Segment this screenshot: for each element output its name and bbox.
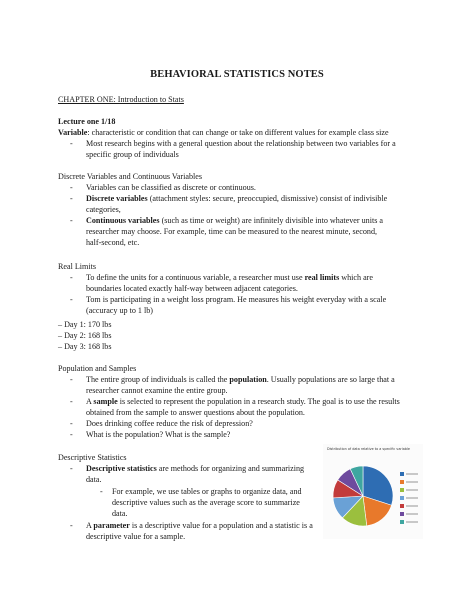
bullet-dash: - bbox=[70, 273, 73, 282]
parameter-text-pre: A bbox=[86, 521, 94, 530]
legend-swatch bbox=[400, 480, 404, 484]
real-limits-term: real limits bbox=[304, 273, 340, 282]
day-3-weight: – Day 3: 168 lbs bbox=[58, 342, 112, 351]
discrete-continuous-heading: Discrete Variables and Continuous Variables bbox=[58, 172, 203, 181]
pie-slices bbox=[333, 466, 393, 526]
bullet-dash: - bbox=[70, 521, 73, 530]
coffee-question-line: Does drinking coffee reduce the risk of depression? bbox=[86, 419, 253, 428]
example-line3: data. bbox=[112, 509, 128, 518]
bullet-dash: - bbox=[70, 397, 73, 406]
legend-swatch bbox=[400, 496, 404, 500]
parameter-line2: descriptive value for a sample. bbox=[86, 532, 186, 541]
discrete-variables-line2: categories, bbox=[86, 205, 121, 214]
real-limits-line2: boundaries located exactly half-way between adjacent categories. bbox=[86, 284, 298, 293]
parameter-line bbox=[86, 520, 313, 531]
real-limits-line bbox=[86, 272, 373, 283]
continuous-variables-line2: researcher may choose. For example, time can be measured to the nearest minute, second, bbox=[86, 227, 378, 236]
tom-example-line2: (accuracy up to 1 lb) bbox=[86, 306, 153, 315]
legend-text-line bbox=[406, 473, 418, 475]
discrete-variables-line bbox=[86, 193, 387, 204]
variable-definition bbox=[58, 127, 389, 138]
bullet-dash: - bbox=[70, 430, 73, 439]
continuous-variables-term: Continuous variables bbox=[86, 216, 160, 225]
real-limits-heading: Real Limits bbox=[58, 262, 96, 271]
variable-definition-text: : characteristic or condition that can change or take on different values for example class size bbox=[87, 128, 389, 137]
real-limits-text-post: which are bbox=[339, 273, 373, 282]
sample-text-pre: A bbox=[86, 397, 94, 406]
legend-swatch bbox=[400, 512, 404, 516]
continuous-variables-line3: half-second, etc. bbox=[86, 238, 140, 247]
bullet-dash: - bbox=[70, 139, 73, 148]
legend-text-line bbox=[406, 489, 418, 491]
document-title: BEHAVIORAL STATISTICS NOTES bbox=[150, 69, 324, 80]
bullet-dash: - bbox=[70, 375, 73, 384]
sample-text-post: is selected to represent the population in a research study. The goal is to use the results bbox=[117, 397, 400, 406]
population-samples-heading: Population and Samples bbox=[58, 364, 137, 373]
real-limits-text-pre: To define the units for a continuous variable, a researcher must use bbox=[86, 273, 305, 282]
descriptive-statistics-line bbox=[86, 463, 304, 474]
sub-bullet-dash: - bbox=[100, 487, 103, 496]
sample-line bbox=[86, 396, 400, 407]
variables-classified-line: Variables can be classified as discrete or continuous. bbox=[86, 183, 256, 192]
research-question-line1: Most research begins with a general question about the relationship between two variables for a bbox=[86, 139, 396, 148]
day-1-weight: – Day 1: 170 lbs bbox=[58, 320, 112, 329]
parameter-term: parameter bbox=[93, 521, 130, 530]
legend-text-line bbox=[406, 497, 418, 499]
bullet-dash: - bbox=[70, 216, 73, 225]
bullet-dash: - bbox=[70, 194, 73, 203]
day-2-weight: – Day 2: 168 lbs bbox=[58, 331, 112, 340]
research-question-line2: specific group of individuals bbox=[86, 150, 179, 159]
sample-line2: obtained from the sample to answer questions about the population. bbox=[86, 408, 305, 417]
bullet-dash: - bbox=[70, 295, 73, 304]
legend-swatch bbox=[400, 520, 404, 524]
descriptive-statistics-term: Descriptive statistics bbox=[86, 464, 157, 473]
example-line: For example, we use tables or graphs to organize data, and bbox=[112, 487, 302, 496]
parameter-text-post: is a descriptive value for a population and a statistic is a bbox=[129, 521, 313, 530]
legend-swatch bbox=[400, 472, 404, 476]
population-line bbox=[86, 374, 395, 385]
bullet-dash: - bbox=[70, 183, 73, 192]
bullet-dash: - bbox=[70, 419, 73, 428]
pie-chart-thumbnail bbox=[323, 444, 423, 539]
descriptive-statistics-heading: Descriptive Statistics bbox=[58, 453, 127, 462]
continuous-variables-text: (such as time or weight) are infinitely divisible into whatever units a bbox=[159, 216, 383, 225]
bullet-dash: - bbox=[70, 464, 73, 473]
legend-text-line bbox=[406, 513, 418, 515]
population-term: population bbox=[229, 375, 267, 384]
legend-swatch bbox=[400, 488, 404, 492]
continuous-variables-line bbox=[86, 215, 383, 226]
sample-term: sample bbox=[93, 397, 118, 406]
variable-term: Variable bbox=[58, 128, 88, 137]
descriptive-statistics-line2: data. bbox=[86, 475, 102, 484]
population-text-post: . Usually populations are so large that a bbox=[266, 375, 395, 384]
legend-text-line bbox=[406, 505, 418, 507]
population-text-pre: The entire group of individuals is called the bbox=[86, 375, 230, 384]
legend-swatch bbox=[400, 504, 404, 508]
discrete-variables-text: (attachment styles: secure, preoccupied, dismissive) consist of indivisible bbox=[147, 194, 388, 203]
legend-text-line bbox=[406, 521, 418, 523]
population-line2: researcher cannot examine the entire group. bbox=[86, 386, 228, 395]
legend-text-line bbox=[406, 481, 418, 483]
descriptive-statistics-text: are methods for organizing and summarizing bbox=[156, 464, 305, 473]
tom-example-line: Tom is participating in a weight loss program. He measures his weight everyday with a scale bbox=[86, 295, 387, 304]
thumbnail-caption: Distribution of data relative to a specific variable bbox=[327, 447, 410, 451]
population-question-line: What is the population? What is the sample? bbox=[86, 430, 231, 439]
chapter-heading: CHAPTER ONE: Introduction to Stats bbox=[58, 95, 184, 104]
example-line2: descriptive values such as the average score to summarize bbox=[112, 498, 300, 507]
discrete-variables-term: Discrete variables bbox=[86, 194, 148, 203]
lecture-heading: Lecture one 1/18 bbox=[58, 117, 116, 126]
pie-chart-image bbox=[323, 444, 423, 539]
